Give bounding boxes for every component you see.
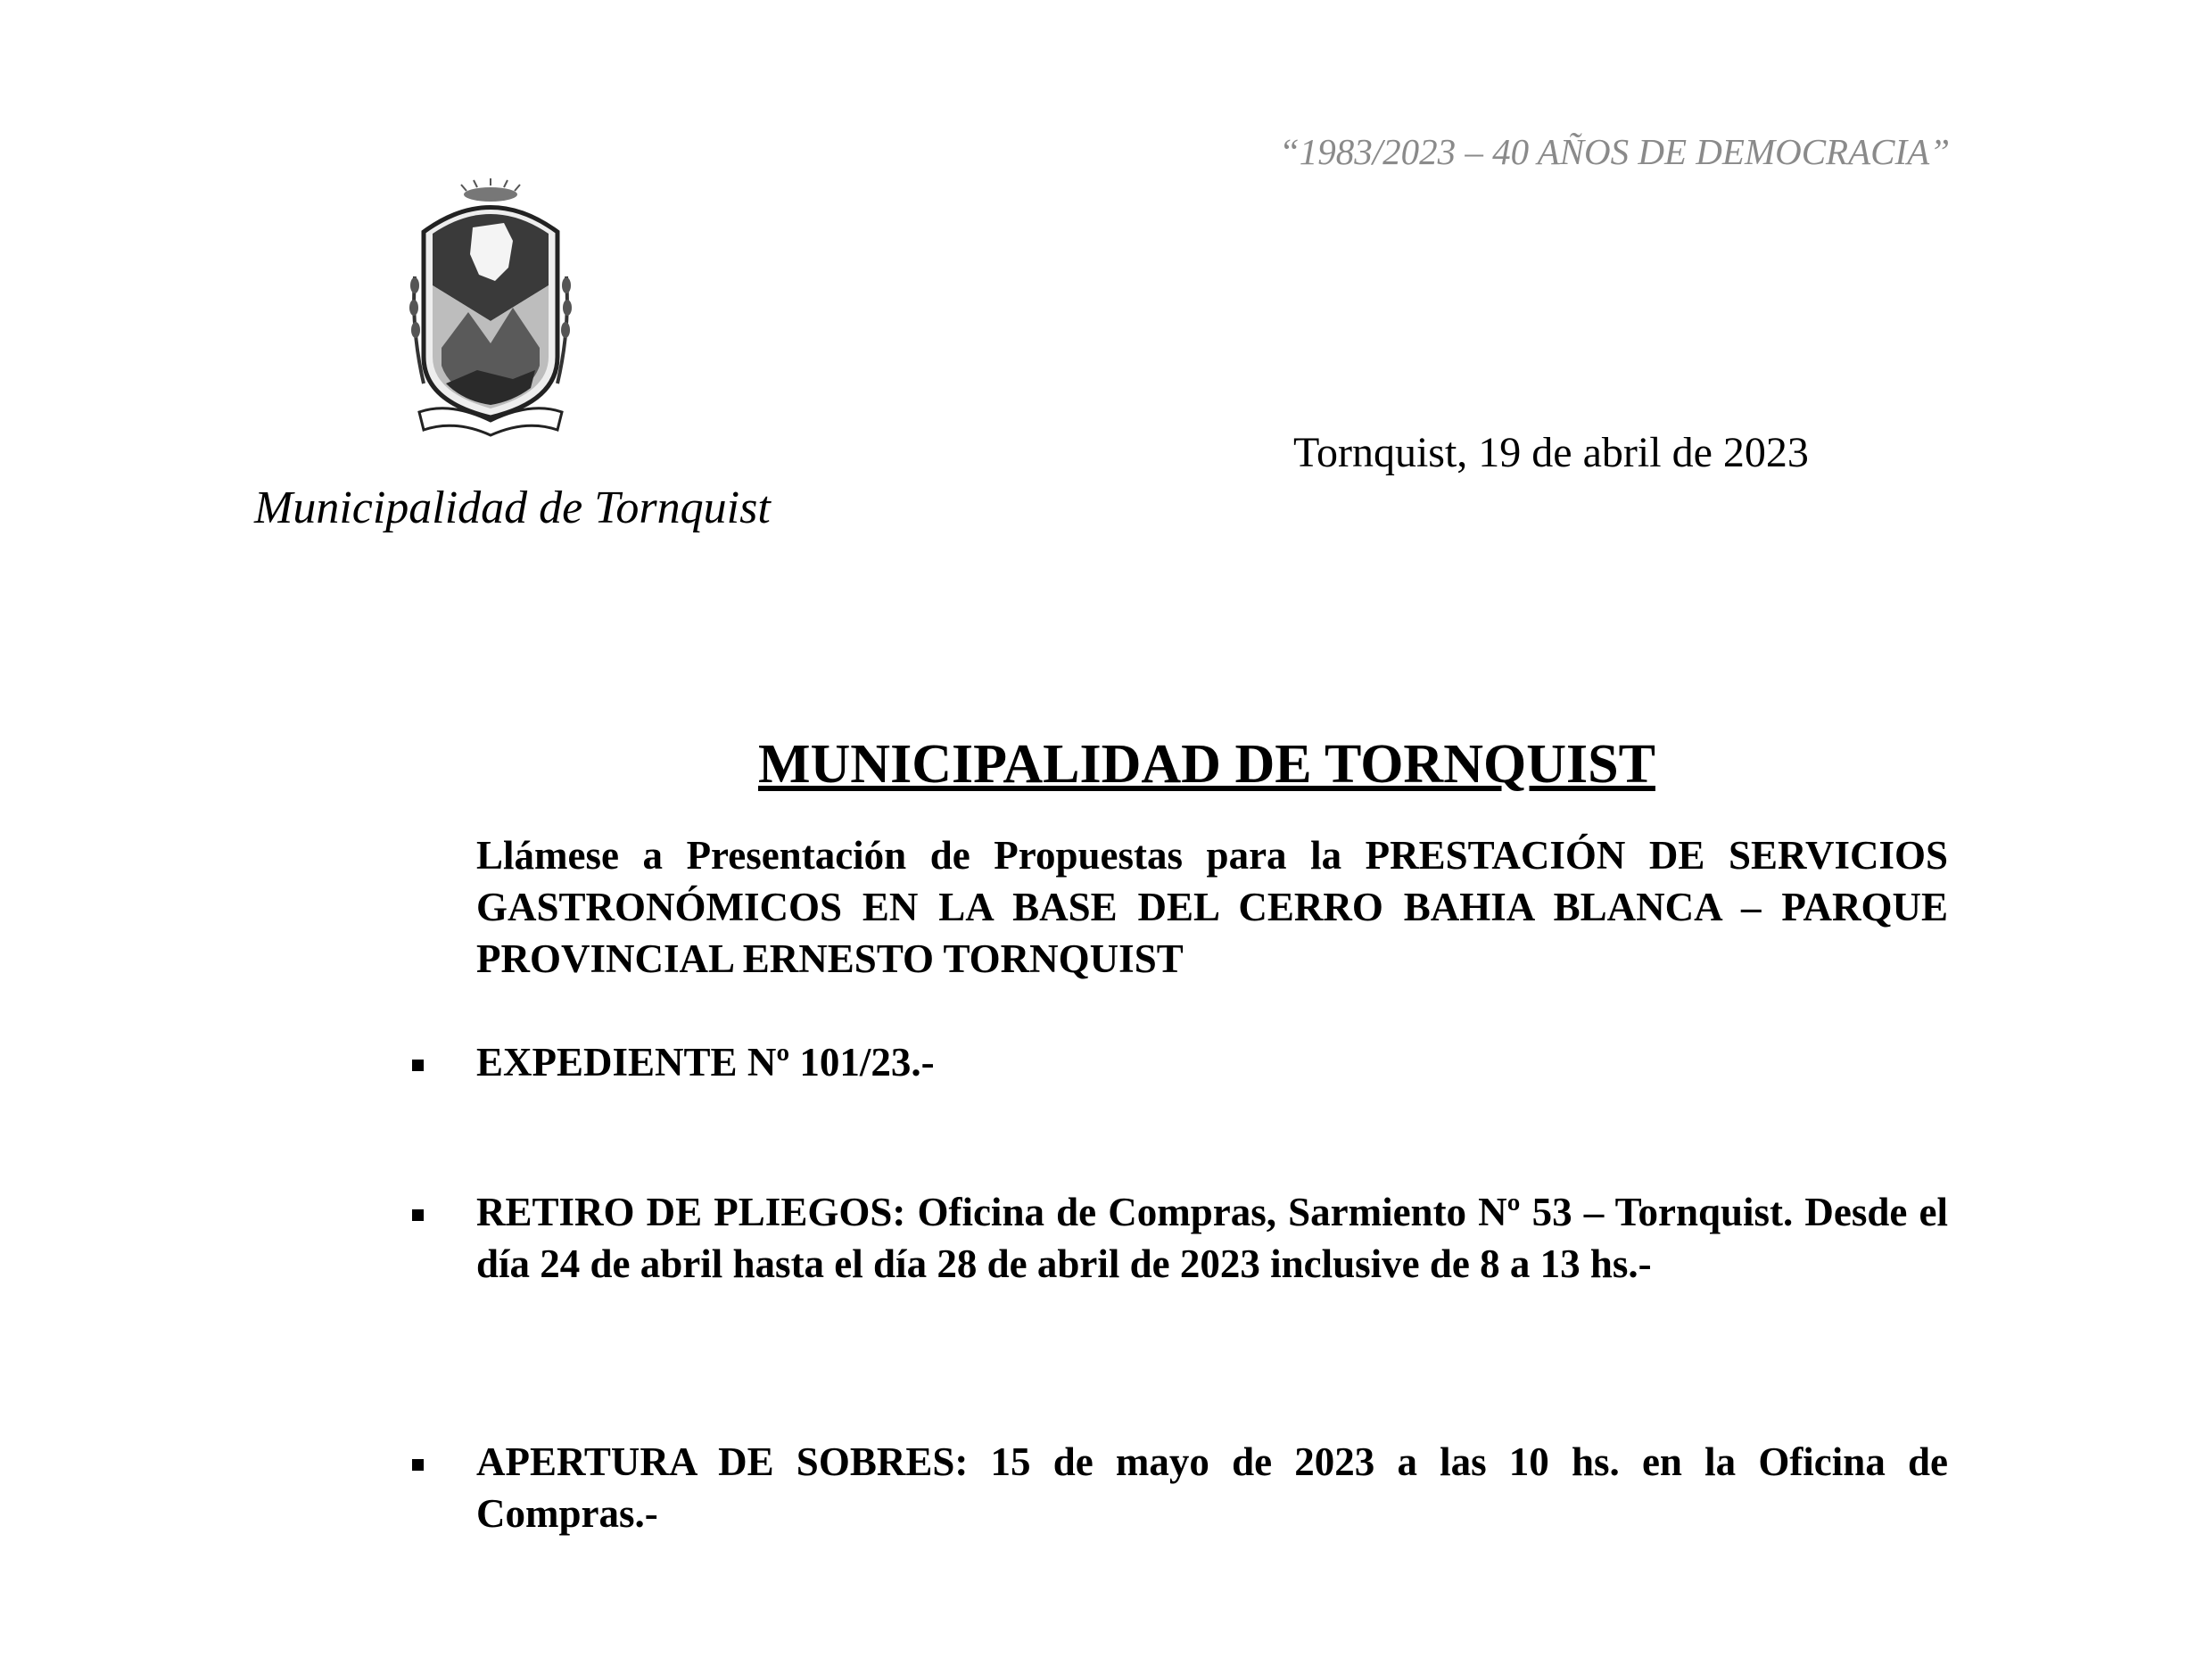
bullet-icon [412,1060,424,1071]
document-date: Tornquist, 19 de abril de 2023 [1293,429,1809,476]
bullet-icon [412,1459,424,1471]
notice-heading: MUNICIPALIDAD DE TORNQUIST [758,734,1655,795]
list-item-apertura-sobres: APERTURA DE SOBRES: 15 de mayo de 2023 a las 10 hs. en la Oficina de Compras.- [476,1439,1948,1536]
bullet-icon [412,1209,424,1221]
header-motto: “1983/2023 – 40 AÑOS DE DEMOCRACIA” [1278,131,1950,172]
list-item-expediente: EXPEDIENTE Nº 101/23.- [476,1040,935,1085]
organization-name: Municipalidad de Tornquist [254,482,771,533]
municipal-crest-icon [406,178,575,437]
notice-intro: Llámese a Presentación de Propuestas para la PRESTACIÓN DE SERVICIOS GASTRONÓMICOS EN LA BASE DEL CERRO BAHIA BLANCA – PARQUE PROVINCIAL ERNESTO TORNQUIST [476,833,1948,981]
list-item-retiro-pliegos: RETIRO DE PLIEGOS: Oficina de Compras, Sarmiento Nº 53 – Tornquist. Desde el día 24 de abril hasta el día 28 de abril de 2023 inclusive de 8 a 13 hs.- [476,1190,1948,1286]
